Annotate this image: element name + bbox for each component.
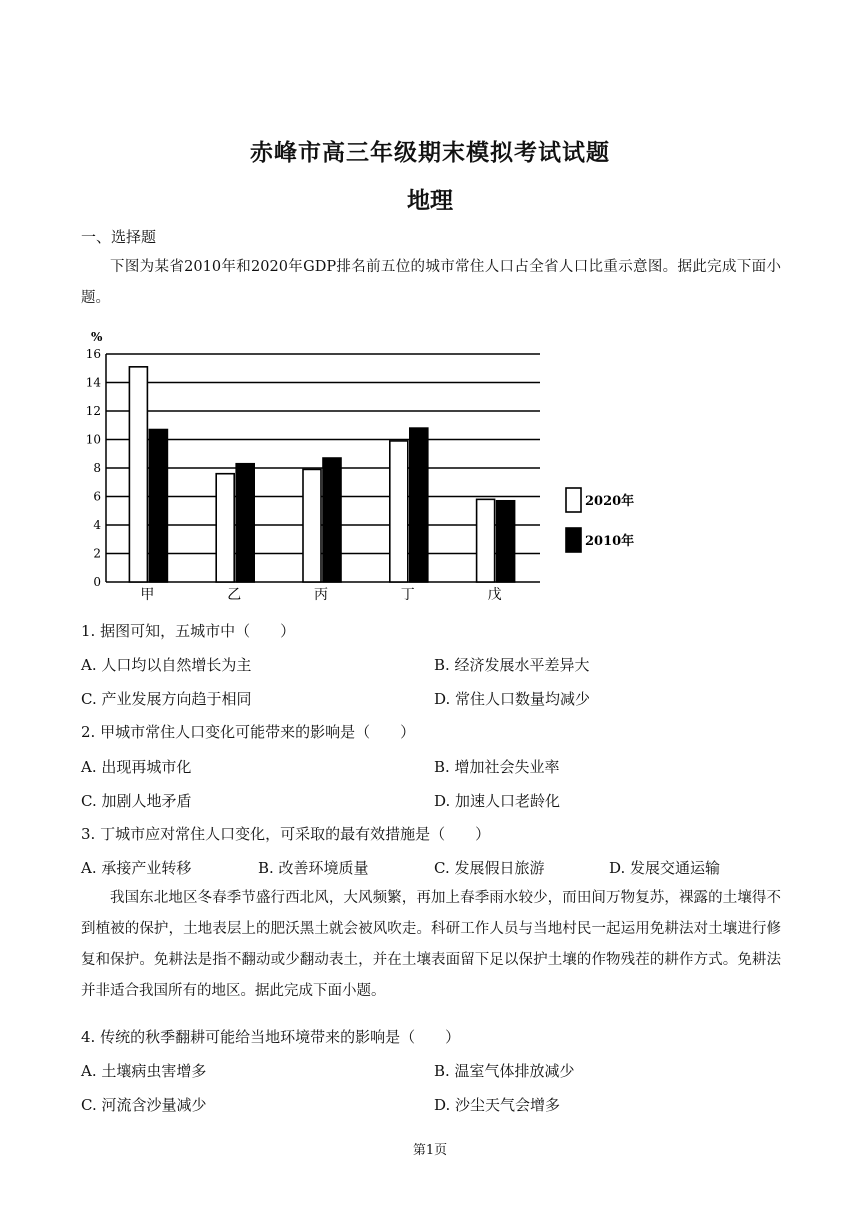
x-tick-label-甲: 甲	[140, 587, 155, 603]
question-4-option-d: D. 沙尘天气会增多	[434, 1096, 561, 1114]
y-tick-label-0: 0	[93, 575, 101, 589]
question-4-stem: 4. 传统的秋季翻耕可能给当地环境带来的影响是（ ）	[81, 1028, 461, 1046]
y-tick-label-2: 2	[93, 546, 101, 561]
question-4-option-b: B. 温室气体排放减少	[434, 1062, 575, 1080]
bar-丙-2020年	[303, 469, 321, 582]
bar-丁-2020年	[390, 441, 408, 582]
question-4-option-a: A. 土壤病虫害增多	[81, 1062, 207, 1080]
chart-legend	[566, 488, 634, 552]
question-1-option-d: D. 常住人口数量均减少	[434, 690, 591, 708]
x-axis-labels	[140, 587, 501, 603]
bar-丁-2010年	[410, 428, 428, 582]
intro-1-text: 下图为某省2010年和2020年GDP排名前五位的城市常住人口占全省人口比重示意图。据此完成下面小题。	[81, 259, 781, 306]
legend-label-2010年: 2010年	[585, 534, 635, 549]
exam-title: 赤峰市高三年级期末模拟考试试题	[250, 139, 610, 166]
bar-甲-2020年	[129, 367, 147, 582]
y-tick-label-8: 8	[93, 461, 101, 475]
question-1-option-b: B. 经济发展水平差异大	[434, 656, 590, 674]
population-share-chart	[80, 326, 680, 604]
question-3-option-c: C. 发展假日旅游	[434, 859, 545, 877]
question-2-option-d: D. 加速人口老龄化	[434, 792, 561, 810]
intro-paragraph-1	[81, 252, 781, 314]
question-3-option-b: B. 改善环境质量	[258, 859, 369, 877]
question-2-stem: 2. 甲城市常住人口变化可能带来的影响是（ ）	[81, 723, 416, 741]
intro-2-text: 我国东北地区冬春季节盛行西北风，大风频繁，再加上春季雨水较少，而田间万物复苏，裸露的土壤得不到植被的保护，土地表层上的肥沃黑土就会被风吹走。科研工作人员与当地村民一起运用免耕法对土壤进行修复和保护。免耕法是指不翻动或少翻动表土，并在土壤表面留下足以保护土壤的作物残茬的耕作方式。免耕法并非适合我国所有的地区。据此完成下面小题。	[81, 890, 781, 999]
subject-title: 地理	[407, 187, 453, 214]
section-heading: 一、选择题	[81, 228, 157, 246]
x-tick-label-乙: 乙	[227, 587, 242, 603]
legend-swatch-2010年	[566, 528, 581, 552]
question-3-option-d: D. 发展交通运输	[609, 859, 721, 877]
bar-戊-2010年	[497, 501, 515, 582]
question-2-option-a: A. 出现再城市化	[81, 758, 192, 776]
legend-label-2020年: 2020年	[585, 494, 635, 509]
question-2-option-b: B. 增加社会失业率	[434, 758, 560, 776]
y-tick-label-14: 14	[85, 375, 101, 390]
question-1-stem: 1. 据图可知，五城市中（ ）	[81, 622, 296, 640]
x-tick-label-戊: 戊	[487, 587, 502, 603]
question-2-option-c: C. 加剧人地矛盾	[81, 792, 192, 810]
question-3-stem: 3. 丁城市应对常住人口变化，可采取的最有效措施是（ ）	[81, 825, 491, 843]
question-3-option-a: A. 承接产业转移	[81, 859, 192, 877]
y-axis-ticks	[86, 347, 102, 589]
question-1-option-a: A. 人口均以自然增长为主	[81, 656, 252, 674]
intro-paragraph-2	[81, 883, 781, 1007]
y-axis-unit: %	[91, 330, 103, 344]
bar-甲-2010年	[149, 430, 167, 582]
chart-bars	[129, 367, 514, 582]
y-tick-label-6: 6	[93, 489, 101, 504]
x-tick-label-丙: 丙	[314, 587, 328, 603]
y-tick-label-12: 12	[85, 404, 101, 418]
y-tick-label-10: 10	[85, 432, 101, 447]
y-tick-label-16: 16	[85, 347, 101, 361]
question-1-option-c: C. 产业发展方向趋于相同	[81, 690, 252, 708]
y-tick-label-4: 4	[93, 518, 101, 532]
bar-戊-2020年	[477, 499, 495, 582]
x-tick-label-丁: 丁	[400, 587, 415, 603]
bar-乙-2020年	[216, 474, 234, 582]
bar-乙-2010年	[236, 464, 254, 582]
legend-swatch-2020年	[566, 488, 581, 512]
page-number: 第1页	[412, 1143, 448, 1158]
bar-丙-2010年	[323, 458, 341, 582]
question-4-option-c: C. 河流含沙量减少	[81, 1096, 207, 1114]
